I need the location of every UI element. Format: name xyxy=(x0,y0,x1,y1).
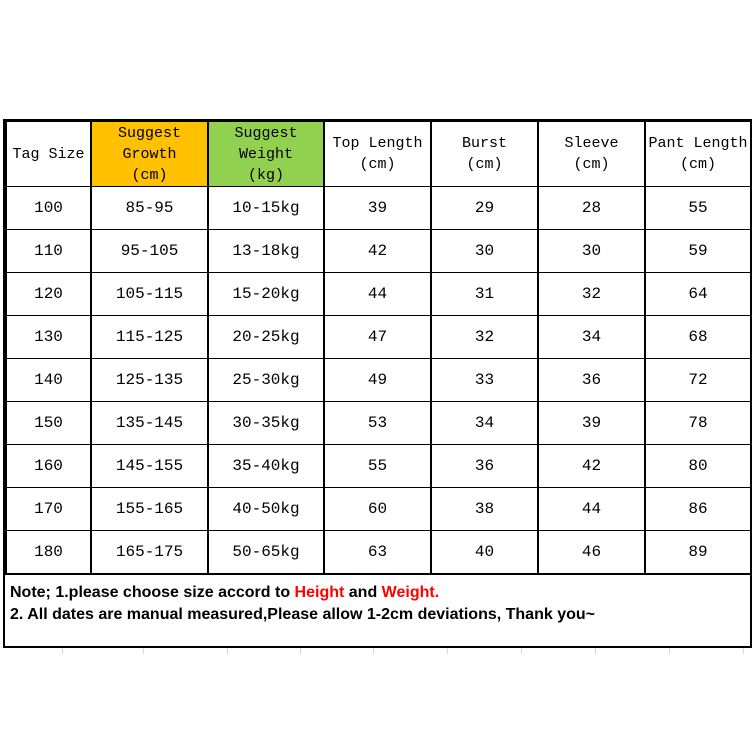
cell: 110 xyxy=(6,230,91,273)
column-header-pant-length xyxy=(645,122,751,187)
table-row xyxy=(6,402,751,445)
cell: 10-15kg xyxy=(208,187,324,230)
table-row xyxy=(6,316,751,359)
column-header-line: Growth xyxy=(122,145,177,163)
table-row xyxy=(6,445,751,488)
cell: 40-50kg xyxy=(208,488,324,531)
cell: 20-25kg xyxy=(208,316,324,359)
column-header-line: Top Length xyxy=(332,135,423,152)
cell: 150 xyxy=(6,402,91,445)
column-header-line: (cm) xyxy=(679,156,716,173)
cell: 135-145 xyxy=(91,402,208,445)
gridline-stub xyxy=(595,648,596,654)
table-header xyxy=(6,122,751,187)
cell: 50-65kg xyxy=(208,531,324,574)
gridline-stub xyxy=(521,648,522,654)
cell: 49 xyxy=(324,359,431,402)
cell: 42 xyxy=(324,230,431,273)
column-header-suggest-weight xyxy=(208,122,324,187)
gridline-stub xyxy=(300,648,301,654)
size-chart-table xyxy=(5,121,752,574)
note-line-1-connector: and xyxy=(344,584,382,601)
cell: 31 xyxy=(431,273,538,316)
cell: 165-175 xyxy=(91,531,208,574)
cell: 53 xyxy=(324,402,431,445)
column-header-line: (cm) xyxy=(466,156,503,173)
gridline-stub xyxy=(743,648,744,654)
gridline-stub xyxy=(62,648,63,654)
cell: 100 xyxy=(6,187,91,230)
cell: 30-35kg xyxy=(208,402,324,445)
cell: 38 xyxy=(431,488,538,531)
cell: 34 xyxy=(431,402,538,445)
note-line-1-text: Note; 1.please choose size accord to xyxy=(10,584,295,601)
table-body xyxy=(6,187,751,574)
cell: 30 xyxy=(538,230,645,273)
cell: 35-40kg xyxy=(208,445,324,488)
cell: 15-20kg xyxy=(208,273,324,316)
column-header-suggest-growth xyxy=(91,122,208,187)
note-highlight-weight: Weight xyxy=(381,584,435,601)
cell: 59 xyxy=(645,230,751,273)
cell: 25-30kg xyxy=(208,359,324,402)
header-row xyxy=(6,122,751,187)
gridline-stub xyxy=(669,648,670,654)
cell: 72 xyxy=(645,359,751,402)
cell: 125-135 xyxy=(91,359,208,402)
cell: 30 xyxy=(431,230,538,273)
cell: 13-18kg xyxy=(208,230,324,273)
cell: 55 xyxy=(324,445,431,488)
cell: 68 xyxy=(645,316,751,359)
table-row xyxy=(6,230,751,273)
cell: 95-105 xyxy=(91,230,208,273)
cell: 44 xyxy=(324,273,431,316)
table-row xyxy=(6,359,751,402)
cell: 29 xyxy=(431,187,538,230)
cell: 40 xyxy=(431,531,538,574)
cell: 60 xyxy=(324,488,431,531)
gridline-stub xyxy=(447,648,448,654)
cell: 86 xyxy=(645,488,751,531)
cell: 64 xyxy=(645,273,751,316)
cell: 130 xyxy=(6,316,91,359)
cell: 180 xyxy=(6,531,91,574)
column-header-line: Weight xyxy=(238,145,293,163)
cell: 155-165 xyxy=(91,488,208,531)
cell: 42 xyxy=(538,445,645,488)
gridline-stub xyxy=(373,648,374,654)
cell: 34 xyxy=(538,316,645,359)
gridline-stub xyxy=(143,648,144,654)
cell: 115-125 xyxy=(91,316,208,359)
column-header-line: (cm) xyxy=(573,156,610,173)
cell: 46 xyxy=(538,531,645,574)
cell: 78 xyxy=(645,402,751,445)
cell: 39 xyxy=(538,402,645,445)
column-header-tag-size xyxy=(6,122,91,187)
cell: 120 xyxy=(6,273,91,316)
cell: 44 xyxy=(538,488,645,531)
cell: 160 xyxy=(6,445,91,488)
column-header-line: Suggest xyxy=(117,124,181,142)
cell: 36 xyxy=(431,445,538,488)
cell: 36 xyxy=(538,359,645,402)
cell: 28 xyxy=(538,187,645,230)
table-row xyxy=(6,187,751,230)
cell: 39 xyxy=(324,187,431,230)
column-header-top-length xyxy=(324,122,431,187)
column-header-line: Pant Length xyxy=(648,135,748,152)
column-header-line: (cm) xyxy=(359,156,396,173)
note-line-1 xyxy=(10,582,746,604)
column-header-line: Suggest xyxy=(234,124,298,142)
cell: 55 xyxy=(645,187,751,230)
cell: 32 xyxy=(431,316,538,359)
gridline-stub xyxy=(227,648,228,654)
table-row xyxy=(6,488,751,531)
column-header-line: Tag Size xyxy=(12,145,85,163)
cell: 170 xyxy=(6,488,91,531)
cell: 33 xyxy=(431,359,538,402)
column-header-sleeve xyxy=(538,122,645,187)
cell: 105-115 xyxy=(91,273,208,316)
cell: 85-95 xyxy=(91,187,208,230)
table-row xyxy=(6,531,751,574)
size-chart-container xyxy=(3,119,752,648)
cell: 32 xyxy=(538,273,645,316)
table-row xyxy=(6,273,751,316)
column-header-line: (cm) xyxy=(131,166,168,184)
column-header-burst xyxy=(431,122,538,187)
note-highlight-height: Height xyxy=(294,584,345,601)
note-line-2: 2. All dates are manual measured,Please allow 1-2cm deviations, Thank you~ xyxy=(10,606,595,623)
notes-section xyxy=(5,574,750,646)
cell: 47 xyxy=(324,316,431,359)
cell: 80 xyxy=(645,445,751,488)
cell: 63 xyxy=(324,531,431,574)
column-header-line: (kg) xyxy=(247,166,284,184)
cell: 145-155 xyxy=(91,445,208,488)
cell: 89 xyxy=(645,531,751,574)
cell: 140 xyxy=(6,359,91,402)
note-line-1-period: . xyxy=(434,584,440,601)
column-header-line: Sleeve xyxy=(564,135,619,152)
column-header-line: Burst xyxy=(461,135,507,152)
